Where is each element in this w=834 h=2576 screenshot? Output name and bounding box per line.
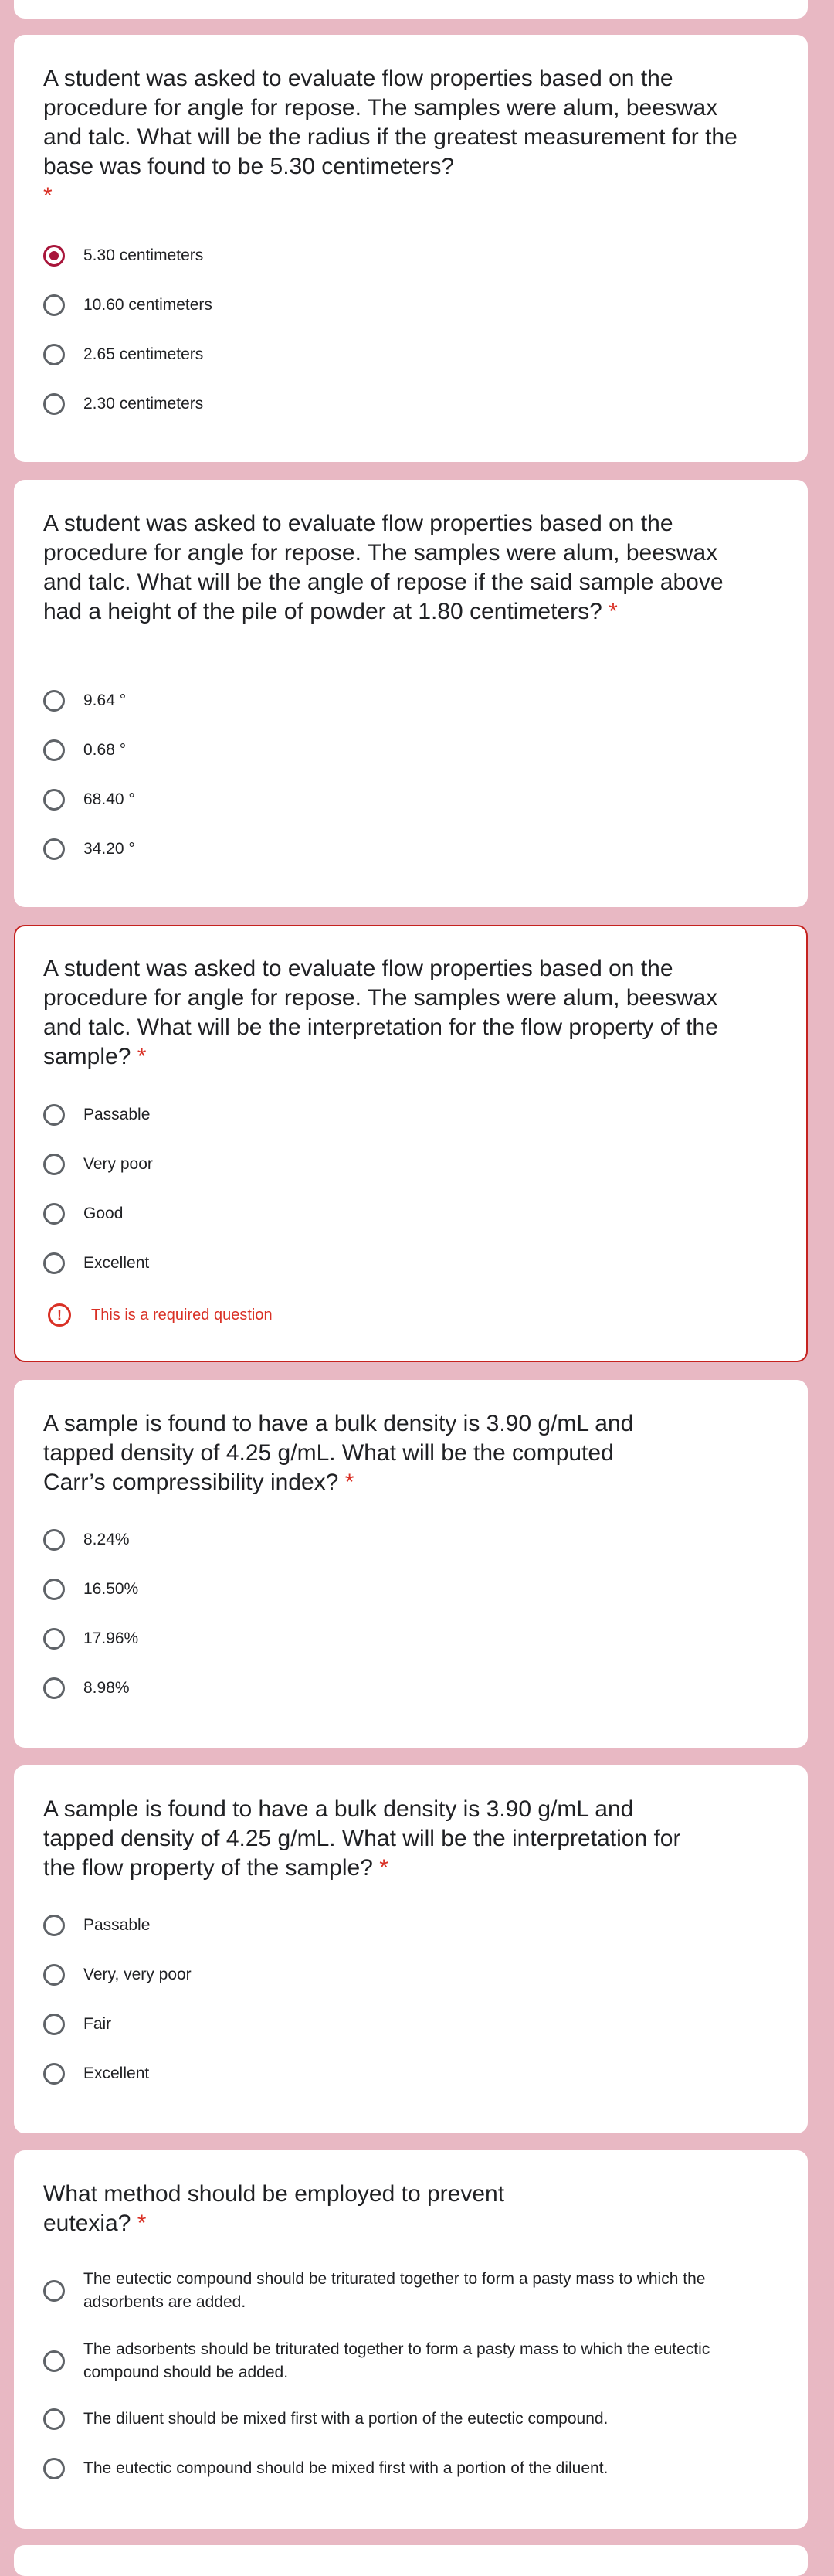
option-label: 0.68 ° <box>83 741 127 759</box>
option-label: The adsorbents should be triturated together to form a pasty mass to which the eutectic compound should be added. <box>83 2340 710 2381</box>
option-label: 16.50% <box>83 1580 139 1598</box>
option-label: Very poor <box>83 1155 153 1173</box>
option-radio[interactable] <box>43 1578 138 1601</box>
radio-button[interactable] <box>43 789 65 811</box>
question-card-6 <box>14 2150 808 2529</box>
radio-button[interactable] <box>43 2408 65 2430</box>
option-radio[interactable] <box>43 739 126 762</box>
radio-button[interactable] <box>43 1915 65 1936</box>
radio-button[interactable] <box>43 2014 65 2035</box>
question-title: A sample is found to have a bulk density is 3.90 g/mL and tapped density of 4.25 g/mL. What will be the computed Carr’s compressibility index? * <box>43 1411 634 1495</box>
question-card-2 <box>14 480 808 907</box>
required-marker: * <box>609 599 618 624</box>
question-title: A student was asked to evaluate flow properties based on the procedure for angle for repose. The samples were alum, beeswax and talc. What will be the interpretation for the flow property of the sample? * <box>43 956 718 1069</box>
option-radio[interactable] <box>43 1963 192 1986</box>
option-radio[interactable] <box>43 838 135 861</box>
required-marker: * <box>43 183 53 209</box>
previous-question-card <box>14 0 808 19</box>
option-radio[interactable] <box>43 294 212 317</box>
radio-button[interactable] <box>43 2458 65 2479</box>
option-radio[interactable] <box>43 2408 608 2431</box>
option-label: 8.24% <box>83 1531 130 1548</box>
radio-button[interactable] <box>43 344 65 365</box>
option-label: The eutectic compound should be triturated together to form a pasty mass to which the adsorbents are added. <box>83 2270 706 2311</box>
option-radio[interactable] <box>43 689 126 712</box>
option-label: 5.30 centimeters <box>83 246 204 264</box>
radio-button[interactable] <box>43 294 65 316</box>
question-title: A student was asked to evaluate flow properties based on the procedure for angle for repose. The samples were alum, beeswax and talc. What will be the radius if the greatest measurement for the base was found to be 5.30 centimeters? * <box>43 66 737 209</box>
option-radio[interactable] <box>43 1914 150 1937</box>
radio-button[interactable] <box>43 1964 65 1986</box>
radio-button[interactable] <box>43 739 65 761</box>
radio-button[interactable] <box>43 2063 65 2085</box>
option-radio[interactable] <box>43 2457 608 2480</box>
option-label: Very, very poor <box>83 1966 192 1983</box>
option-radio[interactable] <box>43 1153 153 1176</box>
option-label: 34.20 ° <box>83 840 135 858</box>
radio-button-selected[interactable] <box>43 245 65 267</box>
radio-button[interactable] <box>43 393 65 415</box>
question-title: A sample is found to have a bulk density is 3.90 g/mL and tapped density of 4.25 g/mL. What will be the interpretation for the flow property of the sample? * <box>43 1796 681 1881</box>
option-radio[interactable] <box>43 1528 130 1551</box>
option-label: 68.40 ° <box>83 790 135 808</box>
option-radio[interactable] <box>43 1627 138 1650</box>
option-label: Passable <box>83 1916 151 1934</box>
question-card-3 <box>14 925 808 1362</box>
option-label: Fair <box>83 2015 112 2033</box>
option-label: 2.30 centimeters <box>83 395 204 413</box>
error-message: This is a required question <box>91 1306 273 1324</box>
option-radio[interactable] <box>43 393 203 416</box>
option-radio[interactable] <box>43 788 135 811</box>
question-title: A student was asked to evaluate flow properties based on the procedure for angle for repose. The samples were alum, beeswax and talc. What will be the angle of repose if the said sample above had a height of the pile of powder at 1.80 centimeters? * <box>43 511 724 624</box>
required-marker: * <box>137 1044 147 1069</box>
option-label: 10.60 centimeters <box>83 296 212 314</box>
radio-button[interactable] <box>43 838 65 860</box>
radio-button[interactable] <box>43 1252 65 1274</box>
radio-button[interactable] <box>43 1628 65 1650</box>
option-label: Excellent <box>83 2065 150 2082</box>
option-label: The eutectic compound should be mixed first with a portion of the diluent. <box>83 2459 609 2477</box>
radio-button[interactable] <box>43 2280 65 2302</box>
radio-button[interactable] <box>43 1203 65 1225</box>
option-radio[interactable] <box>43 244 203 267</box>
next-question-card <box>14 2545 808 2576</box>
required-marker: * <box>344 1470 354 1495</box>
option-radio[interactable] <box>43 1252 149 1275</box>
option-radio[interactable] <box>43 2013 111 2036</box>
error-icon: ! <box>48 1303 71 1327</box>
radio-button[interactable] <box>43 1154 65 1175</box>
option-label: Good <box>83 1205 124 1222</box>
question-title: What method should be employed to prevent eutexia? * <box>43 2181 505 2236</box>
radio-button[interactable] <box>43 690 65 712</box>
option-radio[interactable] <box>43 343 203 366</box>
question-card-5 <box>14 1765 808 2133</box>
option-label: 8.98% <box>83 1679 130 1697</box>
option-radio[interactable] <box>43 1202 123 1225</box>
option-label: Passable <box>83 1106 151 1123</box>
option-radio[interactable] <box>43 2062 149 2085</box>
option-label: Excellent <box>83 1254 150 1272</box>
option-label: 2.65 centimeters <box>83 345 204 363</box>
radio-button[interactable] <box>43 2350 65 2372</box>
required-marker: * <box>379 1855 388 1881</box>
question-card-1 <box>14 35 808 462</box>
option-radio[interactable] <box>43 1103 150 1127</box>
question-card-4 <box>14 1380 808 1748</box>
option-label: 17.96% <box>83 1630 139 1647</box>
option-label: 9.64 ° <box>83 692 127 709</box>
option-radio[interactable] <box>43 2338 763 2384</box>
radio-button[interactable] <box>43 1529 65 1551</box>
radio-button[interactable] <box>43 1104 65 1126</box>
option-label: The diluent should be mixed first with a portion of the eutectic compound. <box>83 2410 609 2428</box>
option-radio[interactable] <box>43 2268 763 2314</box>
radio-button[interactable] <box>43 1677 65 1699</box>
radio-button[interactable] <box>43 1579 65 1600</box>
required-marker: * <box>137 2211 147 2236</box>
option-radio[interactable] <box>43 1677 130 1700</box>
required-error <box>48 1303 273 1327</box>
